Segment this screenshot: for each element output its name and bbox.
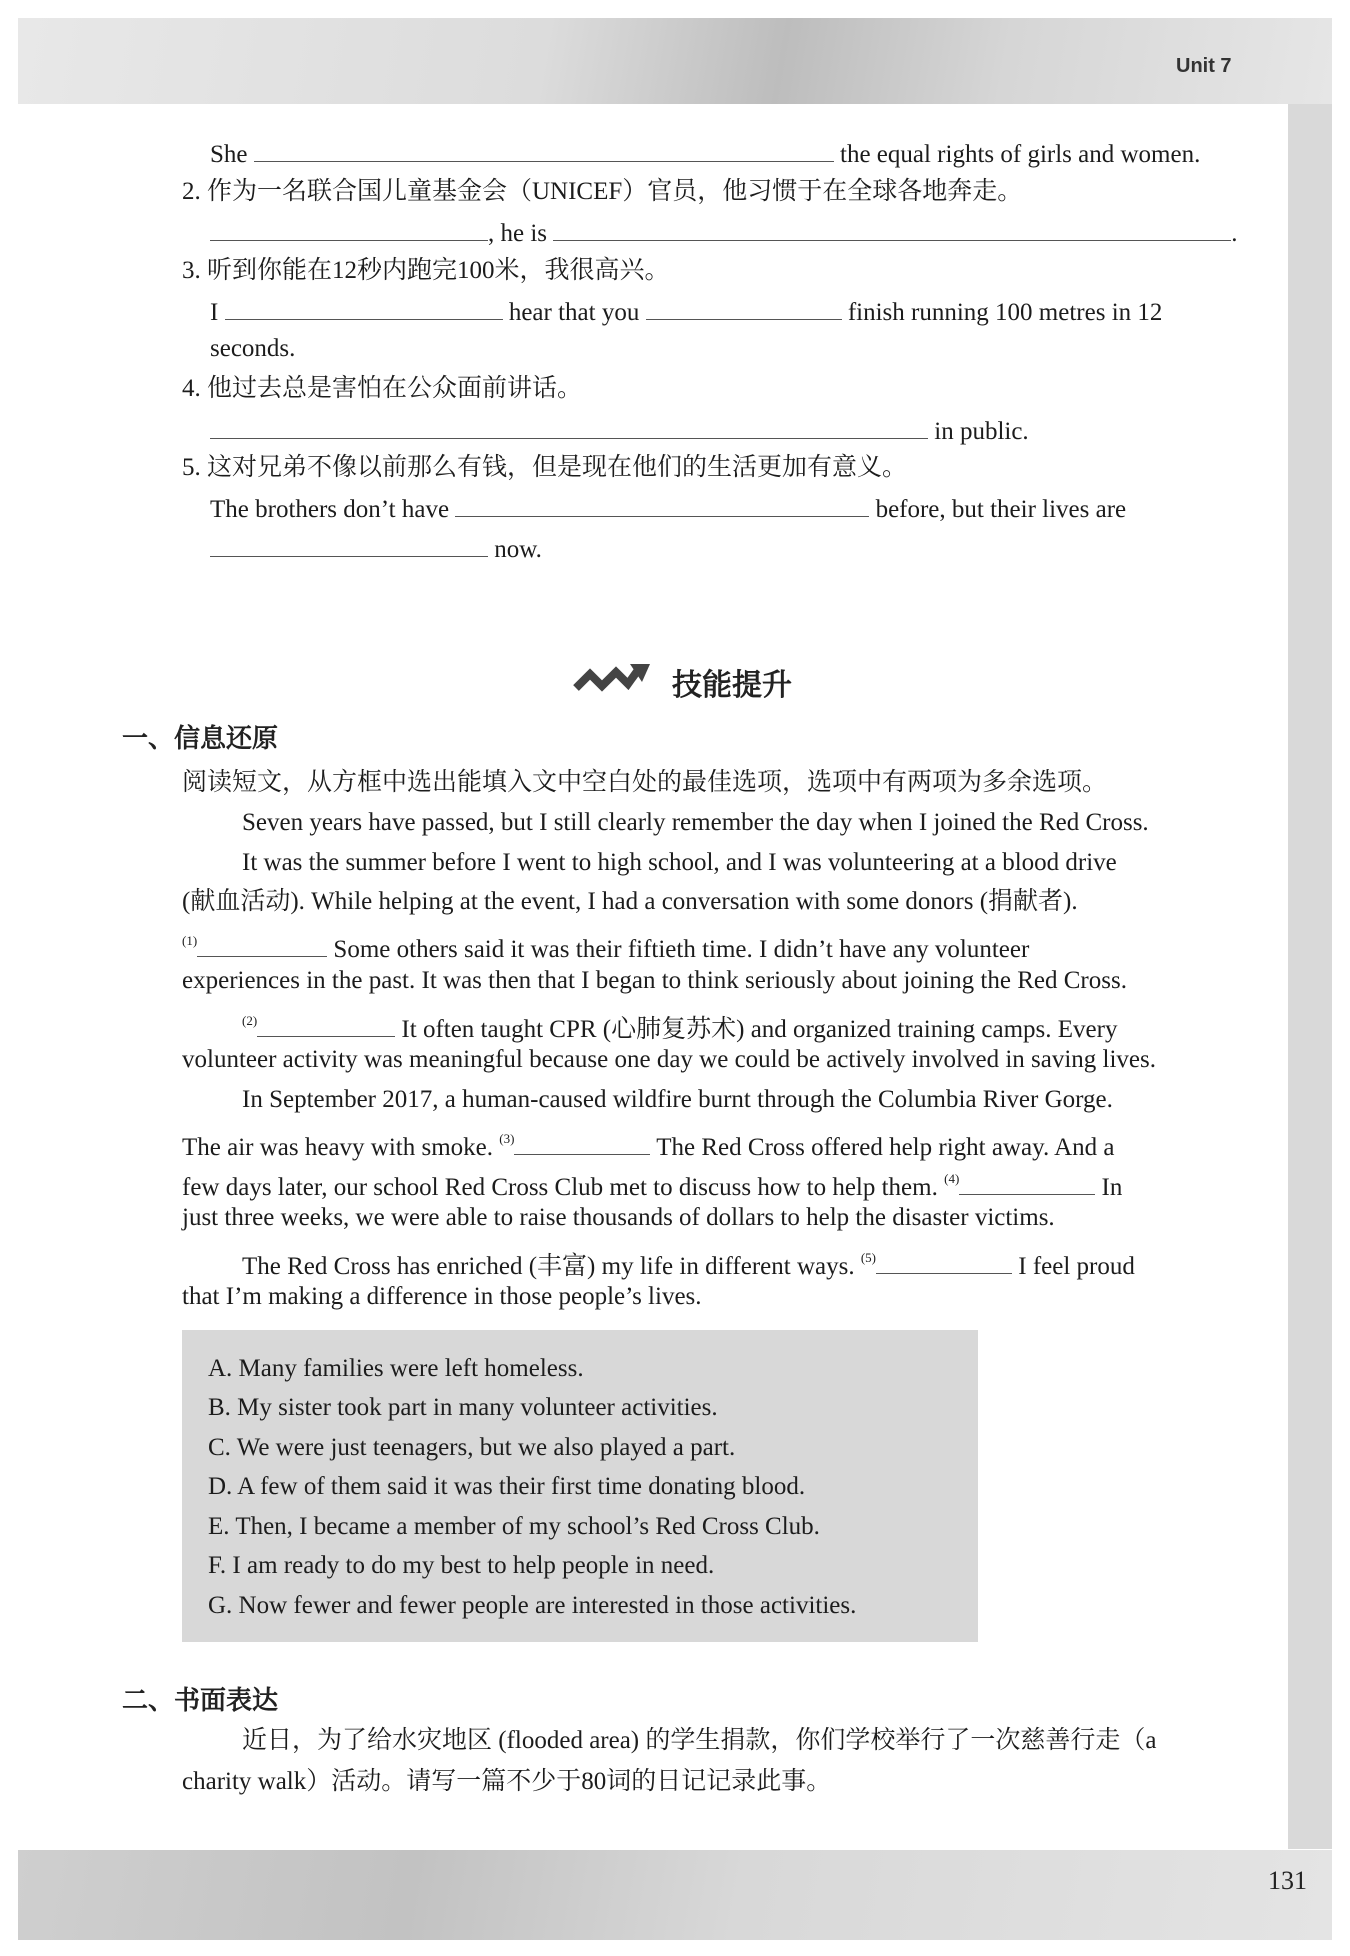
passage-blank-1[interactable]: [197, 932, 327, 957]
q5-blank-1[interactable]: [455, 492, 869, 517]
passage-p4-line3-b: In: [1101, 1174, 1123, 1201]
part2-line2: charity walk）活动。请写一篇不少于80词的日记记录此事。: [182, 1768, 832, 1795]
passage-p5-line1-b: I feel proud: [1018, 1253, 1135, 1280]
q3-start: I: [210, 299, 219, 326]
q2-blank-2[interactable]: [553, 216, 1231, 241]
part2-heading: 二、书面表达: [122, 1686, 279, 1716]
blank-number-3: (3): [499, 1131, 515, 1146]
section-title: 技能提升: [672, 668, 792, 703]
q5-wrap: now.: [494, 536, 542, 563]
q3-end: finish running 100 metres in 12: [847, 299, 1163, 326]
option-a[interactable]: A. Many families were left homeless.: [208, 1355, 584, 1382]
q5-blank-2[interactable]: [210, 532, 488, 557]
option-b[interactable]: B. My sister took part in many volunteer activities.: [208, 1394, 718, 1421]
q3-answer-line: [210, 295, 1162, 328]
option-c[interactable]: C. We were just teenagers, but we also played a part.: [208, 1434, 736, 1461]
passage-p2-line3-text: Some others said it was their fiftieth time. I didn’t have any volunteer: [333, 936, 1030, 963]
passage-p5-line2: that I’m making a difference in those people’s lives.: [182, 1283, 702, 1310]
passage-p4-line3-a: few days later, our school Red Cross Club met to discuss how to help them.: [182, 1174, 938, 1201]
q5-end: before, but their lives are: [875, 496, 1127, 523]
trend-zigzag-icon: [572, 660, 652, 696]
q2-answer-line: [210, 216, 1238, 249]
q1-start: She: [210, 141, 248, 168]
blank-number-2: (2): [242, 1013, 258, 1028]
passage-blank-2[interactable]: [257, 1012, 395, 1037]
q3-wrap: seconds.: [210, 335, 296, 362]
passage-p1: Seven years have passed, but I still clearly remember the day when I joined the Red Cross.: [242, 809, 1149, 836]
q2-blank-1[interactable]: [210, 216, 488, 241]
option-f[interactable]: F. I am ready to do my best to help people in need.: [208, 1552, 715, 1579]
q2-end: .: [1231, 220, 1238, 247]
option-g[interactable]: G. Now fewer and fewer people are interested in those activities.: [208, 1592, 857, 1619]
passage-p3-line1: [242, 1006, 1117, 1045]
q5-start: The brothers don’t have: [210, 496, 450, 523]
passage-blank-4[interactable]: [959, 1170, 1095, 1195]
blank-number-4: (4): [944, 1171, 960, 1186]
passage-blank-3[interactable]: [514, 1130, 650, 1155]
page-edge-band: [1288, 104, 1332, 1849]
blank-number-5: (5): [860, 1250, 876, 1265]
q5-wrap-line: [210, 532, 542, 565]
q3-prompt: 3. 听到你能在12秒内跑完100米，我很高兴。: [182, 257, 670, 284]
passage-p2-line1: It was the summer before I went to high school, and I was volunteering at a blood drive: [242, 849, 1117, 876]
passage-p2-line2: (献血活动). While helping at the event, I had a conversation with some donors (捐献者).: [182, 888, 1078, 915]
passage-p3-line2: volunteer activity was meaningful because one day we could be actively involved in saving lives.: [182, 1046, 1157, 1073]
passage-p4-line4: just three weeks, we were able to raise thousands of dollars to help the disaster victims.: [182, 1204, 1055, 1231]
passage-p5-line1-a: The Red Cross has enriched (丰富) my life in different ways.: [242, 1253, 855, 1280]
passage-p4-line2-b: The Red Cross offered help right away. And a: [656, 1134, 1115, 1161]
q4-prompt: 4. 他过去总是害怕在公众面前讲话。: [182, 375, 583, 402]
page-number: 131: [1268, 1866, 1307, 1895]
q3-blank-1[interactable]: [225, 295, 503, 320]
q2-mid: , he is: [488, 220, 548, 247]
q1-end: the equal rights of girls and women.: [840, 141, 1201, 168]
q3-mid: hear that you: [508, 299, 640, 326]
passage-p3-line1-text: It often taught CPR (心肺复苏术) and organized training camps. Every: [401, 1016, 1118, 1043]
q1-answer-line: [210, 137, 1200, 170]
option-e[interactable]: E. Then, I became a member of my school’s Red Cross Club.: [208, 1513, 820, 1540]
passage-blank-5[interactable]: [876, 1249, 1012, 1274]
passage-p4-line3: [182, 1164, 1122, 1203]
passage-p2-line4: experiences in the past. It was then that I began to think seriously about joining the Red Cross.: [182, 967, 1127, 994]
q4-end: in public.: [934, 418, 1029, 445]
footer-band: [18, 1850, 1332, 1940]
q2-prompt: 2. 作为一名联合国儿童基金会（UNICEF）官员，他习惯于在全球各地奔走。: [182, 178, 1023, 205]
part1-instruction: 阅读短文，从方框中选出能填入文中空白处的最佳选项，选项中有两项为多余选项。: [182, 769, 1108, 796]
q5-answer-line: [210, 492, 1126, 525]
passage-p2-line3: [182, 926, 1029, 965]
passage-p4-line2-a: The air was heavy with smoke.: [182, 1134, 494, 1161]
unit-label: Unit 7: [1176, 55, 1232, 77]
passage-p4-line2: [182, 1124, 1114, 1163]
q3-blank-2[interactable]: [646, 295, 842, 320]
q5-prompt: 5. 这对兄弟不像以前那么有钱，但是现在他们的生活更加有意义。: [182, 454, 908, 481]
q4-blank[interactable]: [210, 414, 928, 439]
header-band: [18, 18, 1332, 104]
passage-p5-line1: [242, 1243, 1135, 1282]
q1-blank[interactable]: [254, 137, 834, 162]
part2-line1: 近日，为了给水灾地区 (flooded area) 的学生捐款，你们学校举行了一次慈善行走（a: [242, 1727, 1157, 1754]
blank-number-1: (1): [182, 933, 198, 948]
passage-p4-line1: In September 2017, a human-caused wildfire burnt through the Columbia River Gorge.: [242, 1086, 1113, 1113]
part1-heading: 一、信息还原: [122, 724, 279, 754]
option-d[interactable]: D. A few of them said it was their first time donating blood.: [208, 1473, 806, 1500]
q4-answer-line: [210, 414, 1029, 447]
